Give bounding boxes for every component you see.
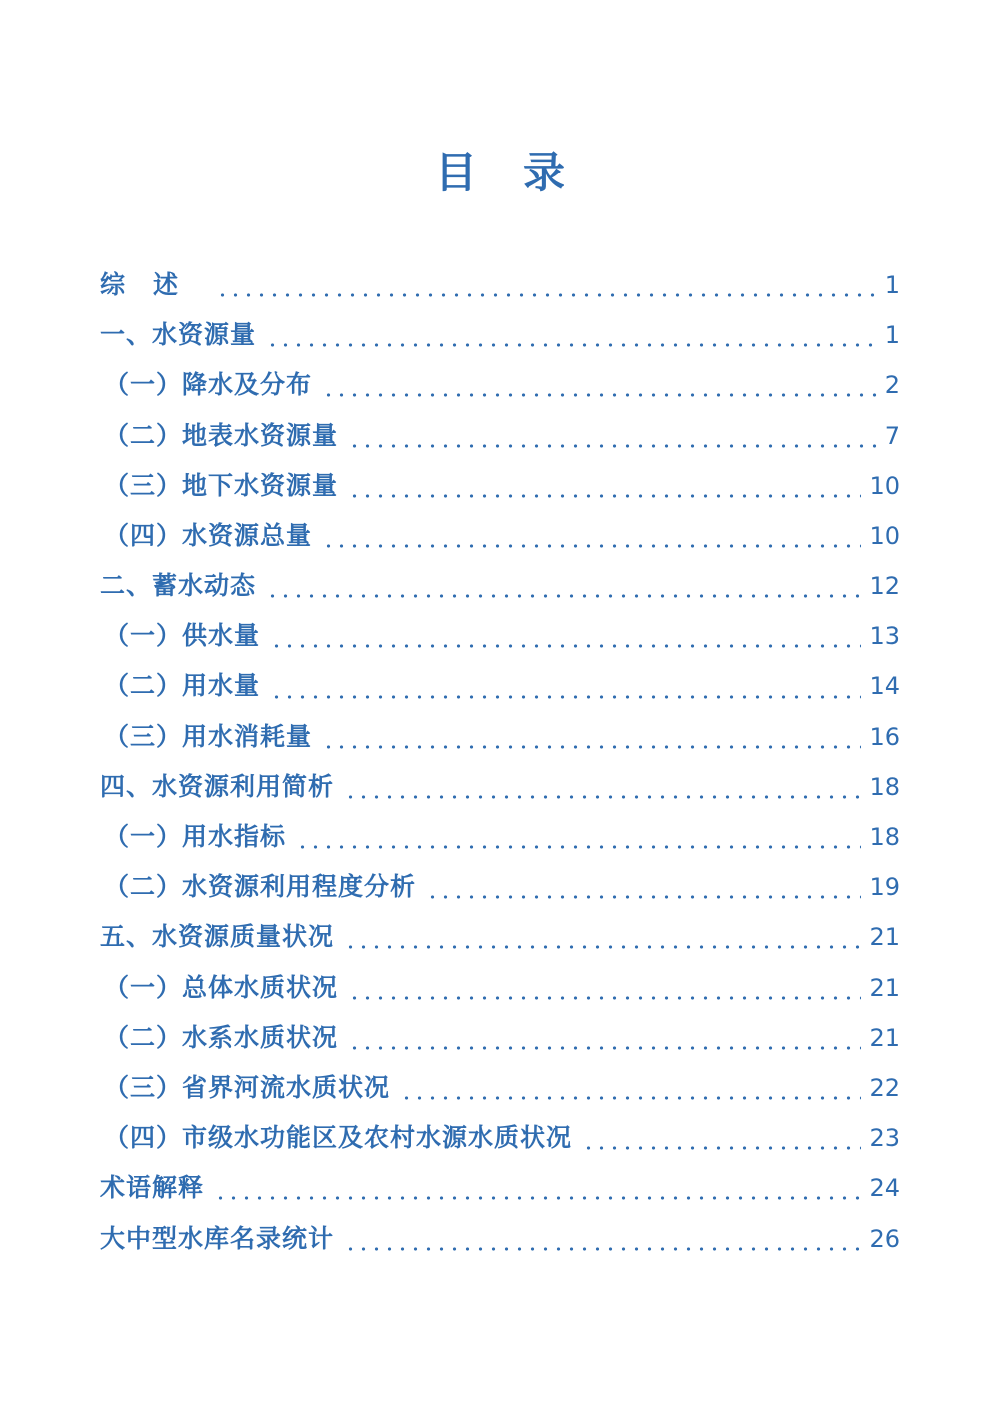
toc-entry-label: （二）水资源利用程度分析 [104,872,417,902]
dot-leader [348,1013,861,1063]
toc-entry-page: 18 [869,823,900,852]
toc-entry-label: （三）用水消耗量 [104,721,313,751]
toc-entry-section-2[interactable] [100,561,900,611]
toc-entry-label: （二）地表水资源量 [104,420,339,450]
toc-entry-page: 16 [869,722,900,751]
page-title-char-1: 目 [434,148,477,197]
dot-leader [344,762,861,812]
dot-leader [270,662,861,712]
toc-entry-section-5-1[interactable] [100,963,900,1013]
toc-entry-label: （一）供水量 [104,621,261,651]
dot-leader [322,712,861,762]
toc-entry-label: 术语解释 [100,1173,205,1203]
toc-entry-label: 大中型水库名录统计 [100,1223,335,1253]
dot-leader [582,1113,861,1163]
toc-entry-section-1-1[interactable] [100,360,900,410]
toc-entry-section-1-2[interactable] [100,411,900,461]
toc-entry-page: 26 [869,1224,900,1253]
dot-leader [348,461,861,511]
dot-leader [322,511,861,561]
toc-entry-page: 10 [869,471,900,500]
toc-entry-section-4-2[interactable] [100,862,900,912]
toc-entry-section-2-3[interactable] [100,712,900,762]
dot-leader [266,310,877,360]
dot-leader [348,963,861,1013]
toc-entry-section-2-1[interactable] [100,611,900,661]
toc-entry-section-2-2[interactable] [100,662,900,712]
toc-entry-label: （三）地下水资源量 [104,470,339,500]
toc-entry-page: 24 [869,1174,900,1203]
dot-leader [216,260,877,310]
dot-leader [296,812,861,862]
toc-entry-page: 7 [884,421,900,450]
toc-entry-label: 五、水资源质量状况 [100,922,335,952]
toc-entry-section-4[interactable] [100,762,900,812]
toc-entry-page: 1 [884,321,900,350]
toc-entry-page: 19 [869,873,900,902]
toc-entry-label: （二）用水量 [104,671,261,701]
toc-entry-section-1-3[interactable] [100,461,900,511]
toc-entry-section-1[interactable] [100,310,900,360]
toc-entry-page: 10 [869,521,900,550]
toc-entry-label: 综述 [100,269,207,299]
toc-entry-page: 2 [884,371,900,400]
toc-entry-page: 21 [869,923,900,952]
toc-entry-page: 12 [869,572,900,601]
toc-entry-section-5-4[interactable] [100,1113,900,1163]
table-of-contents [100,260,900,1264]
dot-leader [344,912,861,962]
toc-entry-label: （四）市级水功能区及农村水源水质状况 [104,1123,573,1153]
toc-entry-label: （三）省界河流水质状况 [104,1072,391,1102]
dot-leader [348,411,877,461]
toc-entry-label: （一）用水指标 [104,822,287,852]
toc-entry-page: 23 [869,1124,900,1153]
toc-entry-section-5[interactable] [100,912,900,962]
toc-entry-section-1-4[interactable] [100,511,900,561]
toc-entry-section-4-1[interactable] [100,812,900,862]
dot-leader [322,360,877,410]
toc-entry-page: 14 [869,672,900,701]
toc-entry-page: 21 [869,973,900,1002]
toc-entry-page: 18 [869,772,900,801]
toc-entry-label: （一）总体水质状况 [104,972,339,1002]
dot-leader [270,611,861,661]
dot-leader [214,1163,861,1213]
toc-entry-page: 22 [869,1073,900,1102]
toc-entry-label: （二）水系水质状况 [104,1022,339,1052]
toc-entry-reservoir-list[interactable] [100,1214,900,1264]
toc-entry-glossary[interactable] [100,1163,900,1213]
dot-leader [266,561,861,611]
toc-entry-label: 二、蓄水动态 [100,571,257,601]
dot-leader [344,1214,861,1264]
toc-entry-page: 21 [869,1023,900,1052]
toc-entry-label: （四）水资源总量 [104,520,313,550]
toc-entry-page: 13 [869,622,900,651]
toc-entry-page: 1 [884,270,900,299]
toc-entry-label: 一、水资源量 [100,320,257,350]
toc-entry-label: （一）降水及分布 [104,370,313,400]
page-title-char-2: 录 [523,148,566,197]
page-title [0,138,1000,208]
dot-leader [426,862,861,912]
dot-leader [400,1063,861,1113]
toc-entry-overview[interactable] [100,260,900,310]
toc-entry-section-5-3[interactable] [100,1063,900,1113]
toc-entry-label: 四、水资源利用简析 [100,771,335,801]
toc-entry-section-5-2[interactable] [100,1013,900,1063]
